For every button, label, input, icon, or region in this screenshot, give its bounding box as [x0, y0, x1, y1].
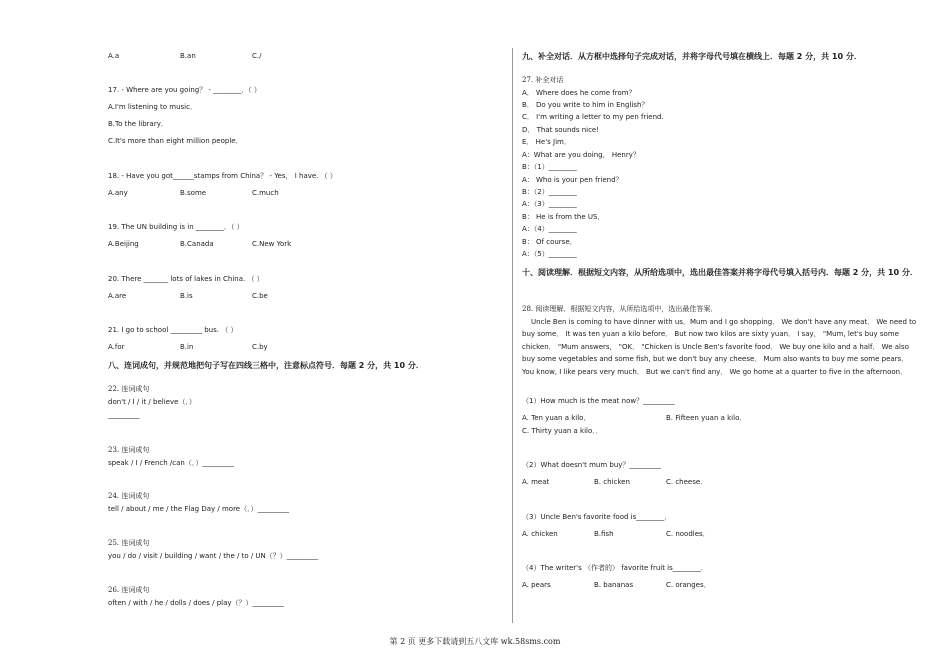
q21-stem: 21. I go to school _________ bus. （ ） — [108, 326, 238, 334]
q19-option-b: B.Canada — [180, 240, 214, 248]
q27-line: C． I'm writing a letter to my pen friend. — [522, 113, 664, 121]
q21-option-c: C.by — [252, 343, 268, 351]
q27-line[interactable]: A：（5）________ — [522, 250, 577, 258]
q17-option-c: C.It's more than eight million people． — [108, 137, 243, 145]
sub1-option-a: A. Ten yuan a kilo． — [522, 414, 591, 422]
q21-option-b: B.in — [180, 343, 194, 351]
sub4-question[interactable]: （4）The writer's （作者的） favorite fruit is________． — [522, 564, 708, 572]
q27-line: B： He is from the US． — [522, 213, 605, 221]
q25-label: 25. 连词成句 — [108, 539, 150, 547]
sub4-option-a: A. pears — [522, 581, 551, 589]
q27-line[interactable]: B：（1）________ — [522, 163, 577, 171]
reading-passage: Uncle Ben is coming to have dinner with us．Mum and I go shopping． We don't have any meat． We need to buy some． It was ten yuan a kilo before． But now two kilos are sixty yuan． I say， "Mum, let's buy some chicken． "Mum answers， "OK． "Chicken is Uncle Ben's favorite food． We buy one kilo and a half． We also buy some vegetables and some fish, but we don't buy any cheese． Mum also wants to buy me some pears． You know, I like pears very much． But we can't find any． We go home at a quarter to five in the afternoon． — [522, 318, 917, 376]
q20-stem: 20. There _______ lots of lakes in China. （ ） — [108, 275, 264, 283]
page-footer: 第 2 页 更多下载请到五八文库 wk.58sms.com — [389, 637, 561, 646]
q17-option-a: A.I'm listening to music． — [108, 103, 197, 111]
sub4-option-c: C. oranges． — [666, 581, 711, 589]
sub3-option-a: A. chicken — [522, 530, 558, 538]
q22-label: 22. 连词成句 — [108, 385, 150, 393]
q23-text[interactable]: speak / I / French /can（．）_________ — [108, 459, 234, 467]
q16-option-b: B.an — [180, 52, 196, 60]
section9-title: 九、补全对话．从方框中选择句子完成对话，并将字母代号填在横线上．每题 2 分，共 10 分． — [522, 52, 862, 61]
sub3-option-b: B.fish — [594, 530, 614, 538]
q17-option-b: B.To the library． — [108, 120, 168, 128]
q23-label: 23. 连词成句 — [108, 446, 150, 454]
q27-line: E． He's Jim． — [522, 138, 571, 146]
q27-line: B： Of course． — [522, 238, 577, 246]
q16-option-a: A.a — [108, 52, 120, 60]
q22-text: don't / I / it / believe（．） — [108, 398, 196, 406]
q17-stem: 17. - Where are you going？ - ________．（ ） — [108, 86, 261, 94]
q16-option-c: C./ — [252, 52, 262, 60]
section8-title: 八、连词成句，并规范地把句子写在四线三格中，注意标点符号．每题 2 分，共 10 分． — [108, 361, 424, 370]
sub1-option-b: B. Fifteen yuan a kilo． — [666, 414, 747, 422]
q24-text[interactable]: tell / about / me / the Flag Day / more（．）_________ — [108, 505, 290, 513]
q27-line: D． That sounds nice! — [522, 126, 600, 134]
q27-line[interactable]: A：（3）________ — [522, 200, 577, 208]
q26-label: 26. 连词成句 — [108, 586, 150, 594]
q24-label: 24. 连词成句 — [108, 492, 150, 500]
q27-line[interactable]: A：（4）________ — [522, 225, 577, 233]
section10-title: 十、阅读理解．根据短文内容，从所给选项中，选出最佳答案并将字母代号填入括号内．每题 2 分，共 10 分． — [522, 268, 918, 277]
q22-blank[interactable]: _________ — [108, 411, 140, 419]
q27-line: A：What are you doing， Henry？ — [522, 151, 640, 159]
q19-option-c: C.New York — [252, 240, 292, 248]
q19-option-a: A.Beijing — [108, 240, 139, 248]
q28-label: 28. 阅读理解．根据短文内容，从所给选项中，选出最佳答案． — [522, 305, 718, 313]
sub2-option-c: C. cheese． — [666, 478, 708, 486]
q21-option-a: A.for — [108, 343, 125, 351]
q20-option-c: C.be — [252, 292, 268, 300]
q27-line: A： Who is your pen friend？ — [522, 176, 623, 184]
q18-stem: 18. - Have you got______stamps from China？ - Yes， I have. （ ） — [108, 172, 337, 180]
sub1-question[interactable]: （1）How much is the meat now？_________ — [522, 397, 675, 405]
q27-line[interactable]: B：（2）________ — [522, 188, 577, 196]
sub2-option-a: A. meat — [522, 478, 550, 486]
q20-option-b: B.is — [180, 292, 193, 300]
q27-line: B． Do you write to him in English？ — [522, 101, 649, 109]
sub1-option-c: C. Thirty yuan a kilo．． — [522, 427, 603, 435]
q18-option-b: B.some — [180, 189, 207, 197]
column-divider — [512, 48, 513, 623]
sub3-question[interactable]: （3）Uncle Ben's favorite food is________． — [522, 513, 672, 521]
q19-stem: 19. The UN building is in ________．（ ） — [108, 223, 244, 231]
sub4-option-b: B. bananas — [594, 581, 634, 589]
q18-option-c: C.much — [252, 189, 279, 197]
q25-text[interactable]: you / do / visit / building / want / the / to / UN（？）_________ — [108, 552, 319, 560]
q27-label: 27. 补全对话 — [522, 76, 564, 84]
sub3-option-c: C. noodles． — [666, 530, 710, 538]
q20-option-a: A.are — [108, 292, 127, 300]
q26-text[interactable]: often / with / he / dolls / does / play（？）_________ — [108, 599, 285, 607]
q18-option-a: A.any — [108, 189, 128, 197]
q27-line: A． Where does he come from？ — [522, 89, 636, 97]
sub2-question[interactable]: （2）What doesn't mum buy？_________ — [522, 461, 661, 469]
sub2-option-b: B. chicken — [594, 478, 630, 486]
